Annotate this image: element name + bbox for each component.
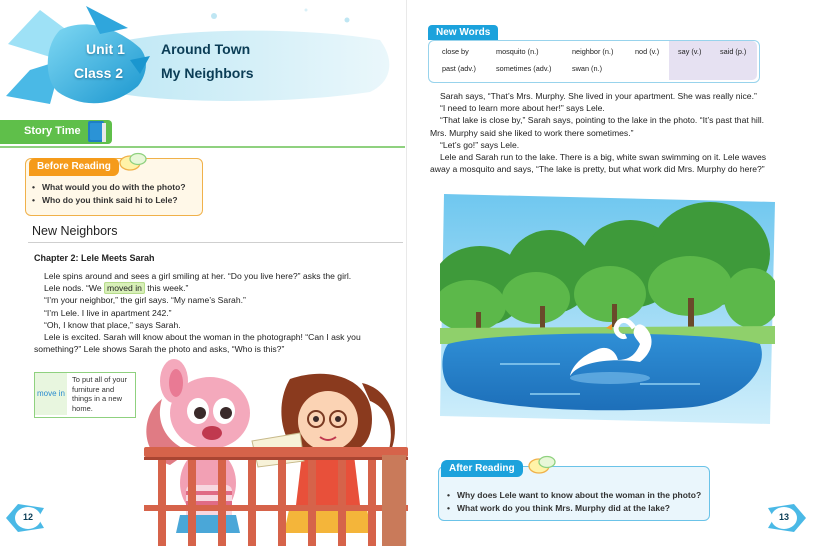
story-paragraph: “That lake is close by,” Sarah says, pointing to the lake in the photo. “It’s past that hill. Mrs. Murphy said she liked to work there sometimes.” (430, 115, 765, 138)
story-paragraph: “I’m your neighbor,” the girl says. “My name’s Sarah.” (44, 295, 246, 306)
story-paragraph: “I’m Lele. I live in apartment 242.” (44, 307, 172, 318)
story-paragraph: “I need to learn more about her!” says Lele. (440, 103, 605, 114)
after-reading-question: • Why does Lele want to know about the woman in the photo? (447, 489, 705, 502)
story-paragraph (34, 282, 394, 294)
new-word: past (adv.) (442, 64, 476, 73)
before-reading-questions (32, 181, 198, 207)
unit-label: Unit 1 (86, 41, 125, 57)
chapter-title: Chapter 2: Lele Meets Sarah (34, 253, 155, 263)
story-paragraph: Lele is excited. Sarah will know about the woman in the photograph! “Can I ask you something?” Lele shows Sarah the photo and asks, “Who is this?” (34, 332, 361, 355)
story-text-span: this week.” (144, 283, 189, 294)
gloss-definition: To put all of your furniture and things in a new home. (72, 375, 128, 413)
new-word: nod (v.) (635, 47, 660, 56)
after-reading-question: • What work do you think Mrs. Murphy did at the lake? (447, 502, 705, 515)
class-label: Class 2 (74, 65, 124, 81)
new-word: said (p.) (720, 47, 747, 56)
new-word: swan (n.) (572, 64, 603, 73)
after-reading-questions (447, 489, 705, 515)
page-number-left: 12 (22, 512, 33, 522)
story-paragraph: Lele and Sarah run to the lake. There is a big, white swan swimming on it. Lele waves away a mosquito and says, “The lake is pretty, but what work did Mrs. Murphy do here?” (430, 152, 767, 175)
section-rule (28, 242, 403, 243)
story-text-span: Lele nods. “We (44, 283, 105, 294)
story-time-rule (0, 146, 405, 148)
fish-banner (0, 0, 406, 118)
new-words-title: New Words (428, 25, 498, 40)
story-paragraph: Lele spins around and sees a girl smiling at her. “Do you live here?” asks the girl. (44, 271, 352, 281)
story-paragraph: Sarah says, “That’s Mrs. Murphy. She lived in your apartment. She was really nice.” (440, 91, 757, 101)
speech-bubble-icon (527, 455, 557, 477)
story-text-left (34, 270, 394, 355)
characters-illustration (140, 355, 408, 546)
section-title: New Neighbors (32, 224, 118, 238)
book-icon (86, 119, 108, 145)
before-reading-question: • What would you do with the photo? (32, 181, 198, 194)
before-reading-title: Before Reading (29, 158, 119, 176)
before-reading-question: • Who do you think said hi to Lele? (32, 194, 198, 207)
subtopic-title: My Neighbors (161, 65, 254, 81)
story-text-right (430, 90, 782, 175)
speech-bubble-icon (118, 152, 148, 174)
story-time-label: Story Time (24, 125, 81, 137)
gloss-term: move in (35, 373, 67, 415)
page-number-right: 13 (778, 512, 789, 522)
story-paragraph: “Let’s go!” says Lele. (440, 139, 520, 150)
story-paragraph: “Oh, I know that place,” says Sarah. (44, 319, 181, 330)
new-word: mosquito (n.) (496, 47, 539, 56)
after-reading-title: After Reading (441, 460, 523, 477)
new-word: neighbor (n.) (572, 47, 614, 56)
new-word: close by (442, 47, 469, 56)
topic-title: Around Town (161, 41, 251, 57)
new-word: sometimes (adv.) (496, 64, 552, 73)
lake-swan-illustration (440, 194, 775, 424)
new-word: say (v.) (678, 47, 702, 56)
highlighted-vocab: moved in (104, 282, 145, 294)
